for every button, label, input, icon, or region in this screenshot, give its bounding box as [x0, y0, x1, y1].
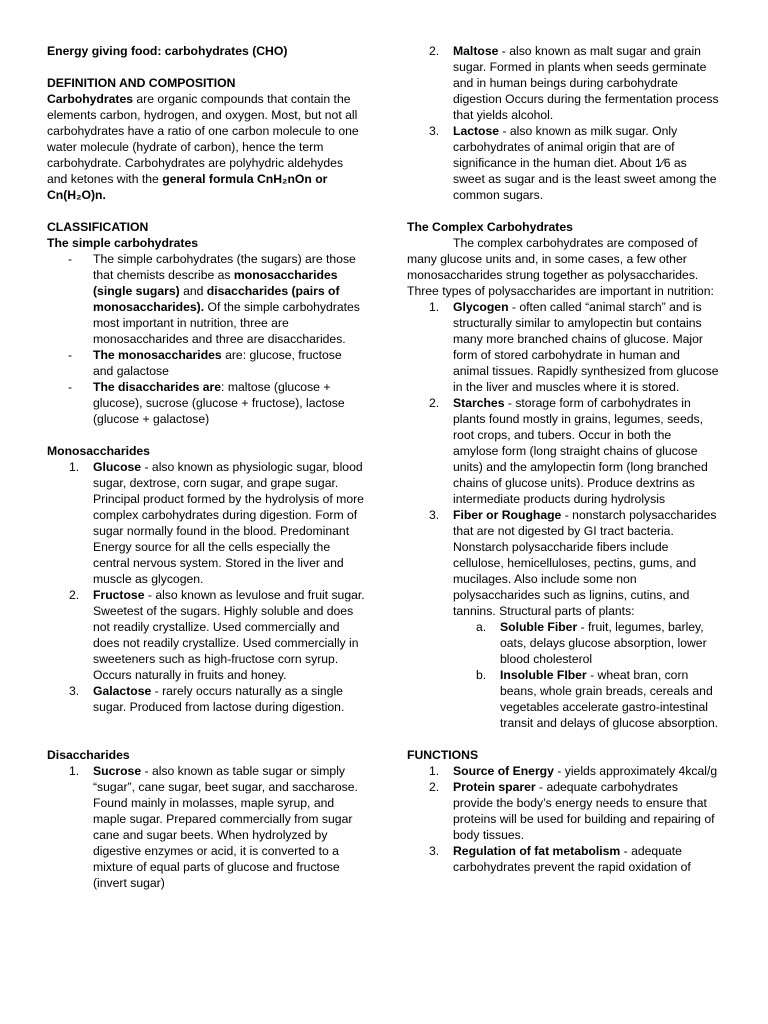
list-text: are: glucose, fructose and galactose — [93, 348, 342, 378]
definition-text: are organic compounds that contain the elements carbon, hydrogen, and oxygen. Most, but not all carbohydrates have a ratio of one carbon molecule to one water molecule (hydrate of carbon), hence the term carbohydrate. Carbohydrates are polyhydric aldehydes and ketones with the — [47, 92, 359, 186]
list-marker: 3. — [69, 684, 80, 698]
list-marker: 1. — [429, 764, 440, 778]
list-marker: 1. — [69, 764, 80, 778]
list-item — [47, 251, 365, 347]
list-marker: 3. — [429, 844, 440, 858]
list-marker: - — [68, 348, 73, 362]
list-bold: Fructose — [93, 588, 145, 602]
list-text: - wheat bran, corn beans, whole grain breads, cereals and vegetables accelerate gastro-intestinal transit and delays of glucose absorption. — [500, 668, 719, 730]
list-text: - also known as physiologic sugar, blood sugar, dextrose, corn sugar, and grape sugar. Principal product formed by the hydrolysis of more complex carbohydrates during digestion. Form of sugar normally found in the blood. Predominant Energy source for all the cells especially the central nervous system. Stored in the liver and muscle as glycogen. — [93, 460, 364, 586]
sub-list-item — [407, 667, 719, 731]
monosaccharides-heading: Monosaccharides — [47, 444, 150, 458]
list-item — [407, 843, 719, 875]
list-bold: Insoluble FIber — [500, 668, 587, 682]
list-text: The simple carbohydrates (the sugars) are those that chemists describe as — [93, 252, 356, 282]
list-bold: Sucrose — [93, 764, 142, 778]
list-text: - fruit, legumes, barley, oats, delays glucose absorption, lower blood cholesterol — [500, 620, 707, 666]
list-bold: Glucose — [93, 460, 142, 474]
list-item — [47, 587, 365, 683]
list-item — [47, 459, 365, 587]
list-item — [47, 683, 365, 715]
list-text: - also known as milk sugar. Only carbohydrates of animal origin that are of significance in the human diet. About 1⁄6 as sweet as sugar and is the least sweet among the common sugars. — [453, 124, 717, 202]
list-marker: 1. — [69, 460, 80, 474]
list-item — [407, 299, 719, 395]
document-title: Energy giving food: carbohydrates (CHO) — [47, 44, 288, 58]
list-item — [407, 123, 719, 203]
list-bold: Maltose — [453, 44, 499, 58]
functions-heading: FUNCTIONS — [407, 748, 479, 762]
list-bold: Regulation of fat metabolism — [453, 844, 621, 858]
list-text: - nonstarch polysaccharides that are not digested by GI tract bacteria. Nonstarch polysaccharide fibers include cellulose, hemicelluloses, pectins, gums, and mucilages. Also include some non polysaccharides such as lignins, cutins, and tannins. Structural parts of plants: — [453, 508, 717, 618]
list-bold: Starches — [453, 396, 505, 410]
list-marker: 1. — [429, 300, 440, 314]
list-item — [407, 395, 719, 507]
list-marker: - — [68, 380, 73, 394]
list-bold: disaccharides (pairs of monosaccharides). — [93, 284, 340, 314]
list-text: - yields approximately 4kcal/g — [553, 764, 718, 778]
list-bold: Galactose — [93, 684, 152, 698]
complex-carbs-heading: The Complex Carbohydrates — [407, 220, 573, 234]
left-column — [47, 43, 365, 891]
list-text: - also known as malt sugar and grain sugar. Formed in plants when seeds germinate and in human beings during carbohydrate digestion Occurs during the fermentation process that yields alcohol. — [453, 44, 719, 122]
definition-paragraph — [47, 91, 365, 203]
list-marker: 2. — [429, 44, 440, 58]
list-item — [47, 347, 365, 379]
list-marker: 2. — [69, 588, 80, 602]
definition-term: Carbohydrates — [47, 92, 134, 106]
list-text: - adequate carbohydrates prevent the rapid oxidation of — [453, 844, 691, 874]
list-marker: b. — [476, 668, 487, 682]
list-text: - also known as table sugar or simply “sugar”, cane sugar, beet sugar, and saccharose. Found mainly in molasses, maple syrup, and maple sugar. Prepared commercially from sugar cane and sugar beets. When hydrolyzed by digestive enzymes or acid, it is converted to a mixture of equal parts of glucose and fructose (invert sugar) — [93, 764, 358, 890]
list-marker: 2. — [429, 780, 440, 794]
list-bold: Fiber or Roughage — [453, 508, 562, 522]
disaccharides-heading: Disaccharides — [47, 748, 130, 762]
list-text: - adequate carbohydrates provide the body’s energy needs to ensure that proteins will be used for building and repairing of body tissues. — [453, 780, 715, 842]
list-bold: monosaccharides (single sugars) — [93, 268, 338, 298]
list-bold: Glycogen — [453, 300, 509, 314]
simple-carbs-heading: The simple carbohydrates — [47, 236, 199, 250]
list-bold: Source of Energy — [453, 764, 554, 778]
complex-intro-paragraph: The complex carbohydrates are composed of many glucose units and, in some cases, a few other monosaccharides strung together as polysaccharides. Three types of polysaccharides are important in nutrition: — [407, 236, 714, 298]
classification-heading: CLASSIFICATION — [47, 220, 149, 234]
list-bold: Protein sparer — [453, 780, 536, 794]
right-column — [407, 43, 719, 875]
sub-list-item — [407, 619, 719, 667]
list-marker: 2. — [429, 396, 440, 410]
list-marker: 3. — [429, 508, 440, 522]
list-item — [407, 507, 719, 619]
list-item — [407, 43, 719, 123]
definition-heading: DEFINITION AND COMPOSITION — [47, 76, 236, 90]
list-text: Of the simple carbohydrates most important in nutrition, three are monosaccharides and three are disaccharides. — [93, 300, 360, 346]
list-marker: - — [68, 252, 73, 266]
list-text: - storage form of carbohydrates in plants found mostly in grains, legumes, seeds, root crops, and tubers. Occur in both the amylose form (long straight chains of glucose units) and the amylopectin form (long branched chains of glucose units). Produce dextrins as intermediate products during hydrolysis — [453, 396, 708, 506]
definition-formula: general formula CnH₂nOn or Cn(H₂O)n. — [47, 172, 328, 202]
list-bold: Lactose — [453, 124, 500, 138]
list-text: - often called “animal starch” and is structurally similar to amylopectin but contains many more branched chains of glucose. Major form of stored carbohydrate in human and animal tissues. Rapidly synthesized from glucose in the liver and muscles where it is stored. — [453, 300, 719, 394]
list-marker: 3. — [429, 124, 440, 138]
list-item — [47, 379, 365, 427]
list-bold: Soluble Fiber — [500, 620, 578, 634]
list-bold: The monosaccharides — [93, 348, 222, 362]
list-item — [407, 779, 719, 843]
list-item — [47, 763, 365, 891]
list-text: : maltose (glucose + glucose), sucrose (glucose + fructose), lactose (glucose + galactose) — [93, 380, 345, 426]
list-item — [407, 763, 719, 779]
list-text: - rarely occurs naturally as a single sugar. Produced from lactose during digestion. — [93, 684, 345, 714]
list-text: - also known as levulose and fruit sugar. Sweetest of the sugars. Highly soluble and does not readily crystallize. Used commercially and does not readily crystallize. Used commercially in sweeteners such as high-fructose corn syrup. Occurs naturally in fruits and honey. — [93, 588, 365, 682]
list-text: and — [179, 284, 207, 298]
list-bold: The disaccharides are — [93, 380, 222, 394]
list-marker: a. — [476, 620, 487, 634]
